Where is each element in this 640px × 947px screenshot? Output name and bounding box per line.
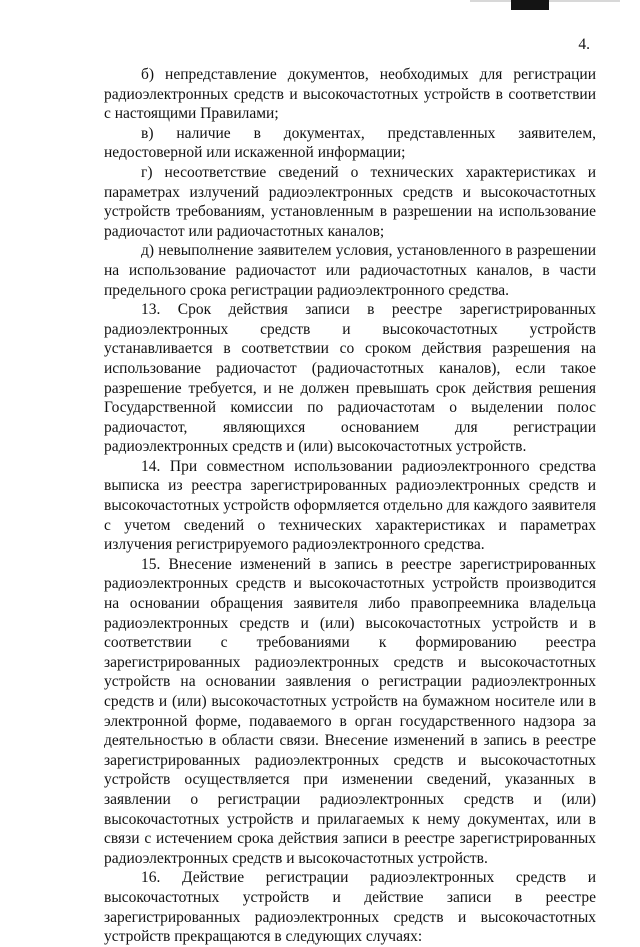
paragraph-item-g: г) несоответствие сведений о технических характеристиках и параметрах излучений радиоэлектронных средств и высокочастотных устройств требованиям, установленным в разрешении на использование радиочастот или радиочастотных каналов; <box>104 163 596 240</box>
paragraph-clause-14: 14. При совместном использовании радиоэлектронного средства выписка из реестра зарегистрированных радиоэлектронных средств и высокочастотных устройств оформляется отдельно для каждого заявителя с учетом сведений о технических характеристиках и параметрах излучения регистрируемого радиоэлектронного средства. <box>104 457 596 554</box>
paragraph-clause-16: 16. Действие регистрации радиоэлектронных средств и высокочастотных устройств и действие записи в реестре зарегистрированных радиоэлектронных средств и высокочастотных устройств прекращаются в следующих случаях: <box>104 869 596 946</box>
paragraph-clause-15: 15. Внесение изменений в запись в реестре зарегистрированных радиоэлектронных средств и высокочастотных устройств производится на основании обращения заявителя либо правопреемника владельца радиоэлектронных средств и (или) высокочастотных устройств и в соответствии с требованиями к формированию реестра зарегистрированных радиоэлектронных средств и высокочастотных устройств на основании заявления о регистрации радиоэлектронных средств и (или) высокочастотных устройств на бумажном носителе или в электронной форме, подаваемого в орган государственного надзора за деятельностью в области связи. Внесение изменений в запись в реестре зарегистрированных радиоэлектронных средств и высокочастотных устройств осуществляется при изменении сведений, указанных в заявлении о регистрации радиоэлектронных средств и (или) высокочастотных устройств и прилагаемых к нему документах, или в связи с истечением срока действия записи в реестре зарегистрированных радиоэлектронных средств и высокочастотных устройств. <box>104 555 596 867</box>
paragraph-item-v: в) наличие в документах, представленных заявителем, недостоверной или искаженной информации; <box>104 124 596 162</box>
paragraph-item-d: д) невыполнение заявителем условия, установленного в разрешении на использование радиочастот или радиочастотных каналов, в части предельного срока регистрации радиоэлектронного средства. <box>104 242 596 299</box>
paragraph-item-b: б) непредставление документов, необходимых для регистрации радиоэлектронных средств и высокочастотных устройств в соответствии с настоящими Правилами; <box>104 66 596 123</box>
page-number: 4. <box>578 36 590 53</box>
document-body <box>104 65 596 947</box>
paragraph-clause-13: 13. Срок действия записи в реестре зарегистрированных радиоэлектронных средств и высокочастотных устройств устанавливается в соответствии со сроком действия разрешения на использование радиочастот (радиочастотных каналов), если такое разрешение требуется, и не должен превышать срок действия решения Государственной комиссии по радиочастотам о выделении полос радиочастот, являющихся основанием для регистрации радиоэлектронных средств и (или) высокочастотных устройств. <box>104 301 596 456</box>
scan-redaction-mark <box>511 0 549 10</box>
